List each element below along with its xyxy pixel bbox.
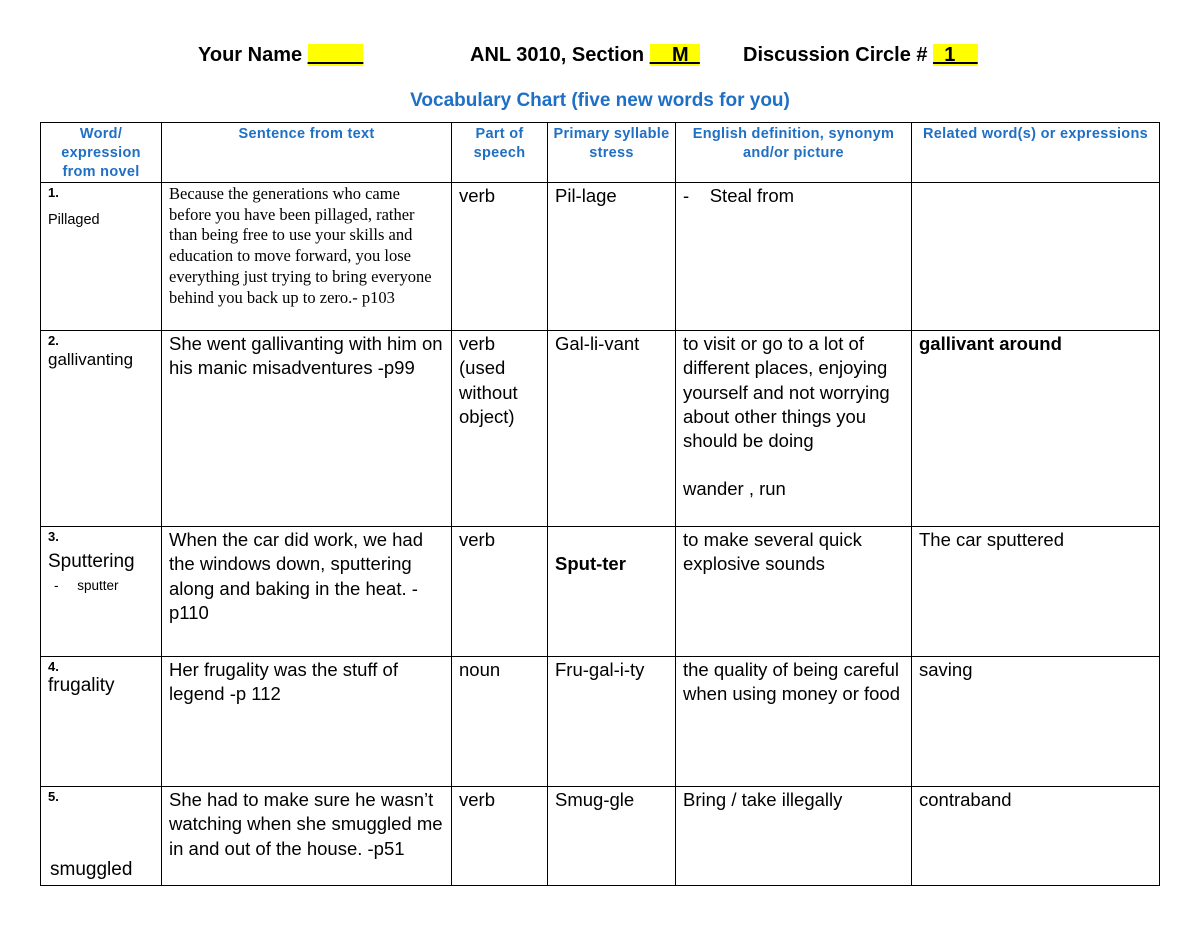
pos-cell: verb (used without object): [452, 331, 548, 527]
circle-value: _1__: [933, 44, 978, 66]
definition-cell: [676, 331, 912, 527]
column-header-pos: Part of speech: [452, 123, 548, 183]
sentence-cell: She went gallivanting with him on his manic misadventures -p99: [162, 331, 452, 527]
row-number: 4.: [48, 659, 59, 674]
word-cell: [41, 331, 162, 527]
sentence-cell: She had to make sure he wasn’t watching when she smuggled me in and out of the house. -p51: [162, 787, 452, 886]
definition-cell: the quality of being careful when using money or food: [676, 657, 912, 787]
pos-cell: verb: [452, 183, 548, 331]
table-header-row: [41, 123, 1160, 183]
definition-text: to visit or go to a lot of different places, enjoying yourself and not worrying about other things you should be doing: [683, 333, 890, 452]
sentence-cell: When the car did work, we had the windows down, sputtering along and baking in the heat. -p110: [162, 527, 452, 657]
definition-cell: [676, 183, 912, 331]
word-cell: [41, 527, 162, 657]
section-field: [470, 44, 700, 67]
related-cell: saving: [912, 657, 1160, 787]
stress-cell: Smug-gle: [548, 787, 676, 886]
row-number: 2.: [48, 333, 59, 348]
word-subtext: - sputter: [54, 578, 119, 594]
word-text: Sputtering: [48, 551, 135, 572]
stress-text: Sput-ter: [555, 553, 626, 574]
stress-cell: Fru-gal-i-ty: [548, 657, 676, 787]
stress-cell: [548, 527, 676, 657]
name-value: _____: [307, 44, 364, 66]
table-row: [41, 183, 1160, 331]
definition-text: - Steal from: [683, 185, 795, 206]
pos-cell: verb: [452, 787, 548, 886]
word-text: Pillaged: [48, 212, 100, 228]
word-text: gallivanting: [48, 350, 134, 369]
column-header-related: Related word(s) or expressions: [912, 123, 1160, 183]
course-label: ANL 3010, Section: [470, 44, 650, 66]
word-text: frugality: [48, 675, 115, 696]
column-header-sentence: Sentence from text: [162, 123, 452, 183]
row-number: 5.: [48, 789, 59, 804]
circle-label: Discussion Circle #: [743, 44, 934, 66]
row-number: 1.: [48, 185, 59, 200]
sentence-cell: Her frugality was the stuff of legend -p 112: [162, 657, 452, 787]
column-header-stress: Primary syllable stress: [548, 123, 676, 183]
page-title: Vocabulary Chart (five new words for you): [410, 90, 790, 111]
table-row: [41, 331, 1160, 527]
related-cell: contraband: [912, 787, 1160, 886]
word-cell: [41, 657, 162, 787]
vocabulary-table: [40, 122, 1160, 886]
pos-cell: verb: [452, 527, 548, 657]
related-cell: The car sputtered: [912, 527, 1160, 657]
word-text: smuggled: [50, 858, 133, 880]
table-row: [41, 527, 1160, 657]
related-cell: gallivant around: [912, 331, 1160, 527]
definition-synonyms: wander , run: [683, 478, 786, 500]
sentence-cell: Because the generations who came before you have been pillaged, rather than being free to use your skills and education to move forward, you lose everything just trying to bring everyone behind you back up to zero.- p103: [162, 183, 452, 331]
word-cell: [41, 787, 162, 886]
section-value: __M_: [649, 44, 700, 66]
pos-cell: noun: [452, 657, 548, 787]
table-row: [41, 787, 1160, 886]
circle-field: [743, 44, 978, 67]
name-field: [198, 44, 363, 67]
stress-cell: Gal-li-vant: [548, 331, 676, 527]
table-row: [41, 657, 1160, 787]
row-number: 3.: [48, 529, 59, 544]
name-label: Your Name: [198, 44, 308, 66]
definition-cell: to make several quick explosive sounds: [676, 527, 912, 657]
column-header-definition: English definition, synonym and/or picture: [676, 123, 912, 183]
word-cell: [41, 183, 162, 331]
related-cell: [912, 183, 1160, 331]
stress-cell: Pil-lage: [548, 183, 676, 331]
column-header-word: Word/ expression from novel: [41, 123, 162, 183]
definition-cell: Bring / take illegally: [676, 787, 912, 886]
